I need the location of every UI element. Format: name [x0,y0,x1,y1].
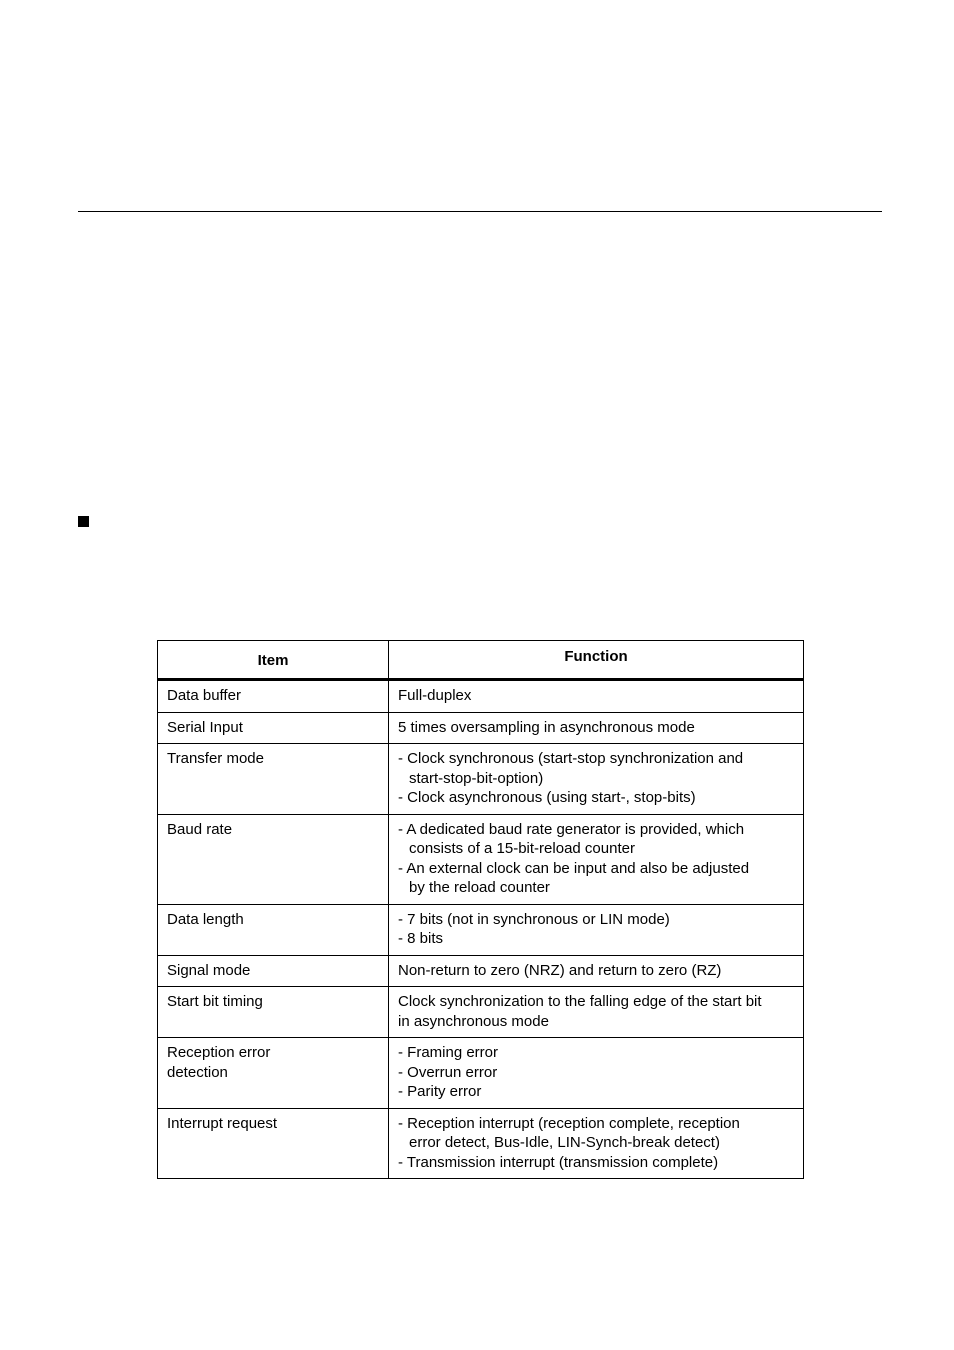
function-cell [389,712,804,744]
function-line: in asynchronous mode [398,1012,549,1030]
table-header [158,641,804,680]
item-label: Interrupt request [167,1114,278,1132]
table-row [158,712,804,744]
function-line: 5 times oversampling in asynchronous mode [398,718,695,736]
table-row [158,904,804,955]
function-line: - 8 bits [398,930,444,947]
item-label: Data buffer [167,687,241,704]
function-line: error detect, Bus-Idle, LIN-Synch-break detect) [409,1134,720,1151]
item-cell [158,1038,389,1109]
item-label: Start bit timing [167,993,263,1010]
column-header-function: Function [389,641,804,680]
table-header-row [158,641,804,680]
function-line: Clock synchronization to the falling edge of the start bit [398,993,762,1010]
function-cell [389,1038,804,1109]
function-cell [389,814,804,904]
item-cell [158,744,389,815]
function-line: - Reception interrupt (reception complete, reception [398,1114,740,1132]
item-cell [158,1108,389,1179]
function-line: - 7 bits (not in synchronous or LIN mode) [398,910,670,928]
function-line: by the reload counter [409,879,550,896]
table-row [158,1108,804,1179]
table-row [158,987,804,1038]
table-row [158,1038,804,1109]
item-label: Signal mode [167,961,251,979]
function-cell [389,1108,804,1179]
item-label: Data length [167,910,244,928]
function-line: - Framing error [398,1044,499,1061]
item-cell [158,904,389,955]
item-label: Baud rate [167,820,233,838]
item-label: Reception error [167,1044,271,1061]
header-rule [78,211,882,212]
function-line: - Clock asynchronous (using start-, stop-bits) [398,789,696,806]
function-cell [389,987,804,1038]
table-row [158,744,804,815]
item-label: Transfer mode [167,750,264,767]
function-line: - A dedicated baud rate generator is provided, which [398,820,745,838]
function-line: Full-duplex [398,687,472,704]
table-body [158,680,804,1179]
function-line: Non-return to zero (NRZ) and return to zero (RZ) [398,961,722,979]
function-line: - Parity error [398,1083,482,1100]
function-line: - Clock synchronous (start-stop synchronization and [398,750,744,767]
function-line: - Transmission interrupt (transmission complete) [398,1153,719,1171]
function-cell [389,744,804,815]
table-row [158,680,804,713]
table-row [158,955,804,987]
item-cell [158,814,389,904]
function-line: start-stop-bit-option) [409,769,544,787]
function-cell [389,955,804,987]
function-line: - An external clock can be input and also be adjusted [398,859,750,877]
function-cell [389,680,804,713]
item-cell [158,955,389,987]
function-cell [389,904,804,955]
function-table [157,640,804,1179]
function-line: - Overrun error [398,1063,498,1081]
item-cell [158,712,389,744]
column-header-item: Item [158,641,389,680]
item-label: detection [167,1063,228,1081]
section-bullet-icon [78,516,89,527]
item-cell [158,987,389,1038]
item-cell [158,680,389,713]
item-label: Serial Input [167,718,243,736]
table-row [158,814,804,904]
function-line: consists of a 15-bit-reload counter [409,840,635,857]
